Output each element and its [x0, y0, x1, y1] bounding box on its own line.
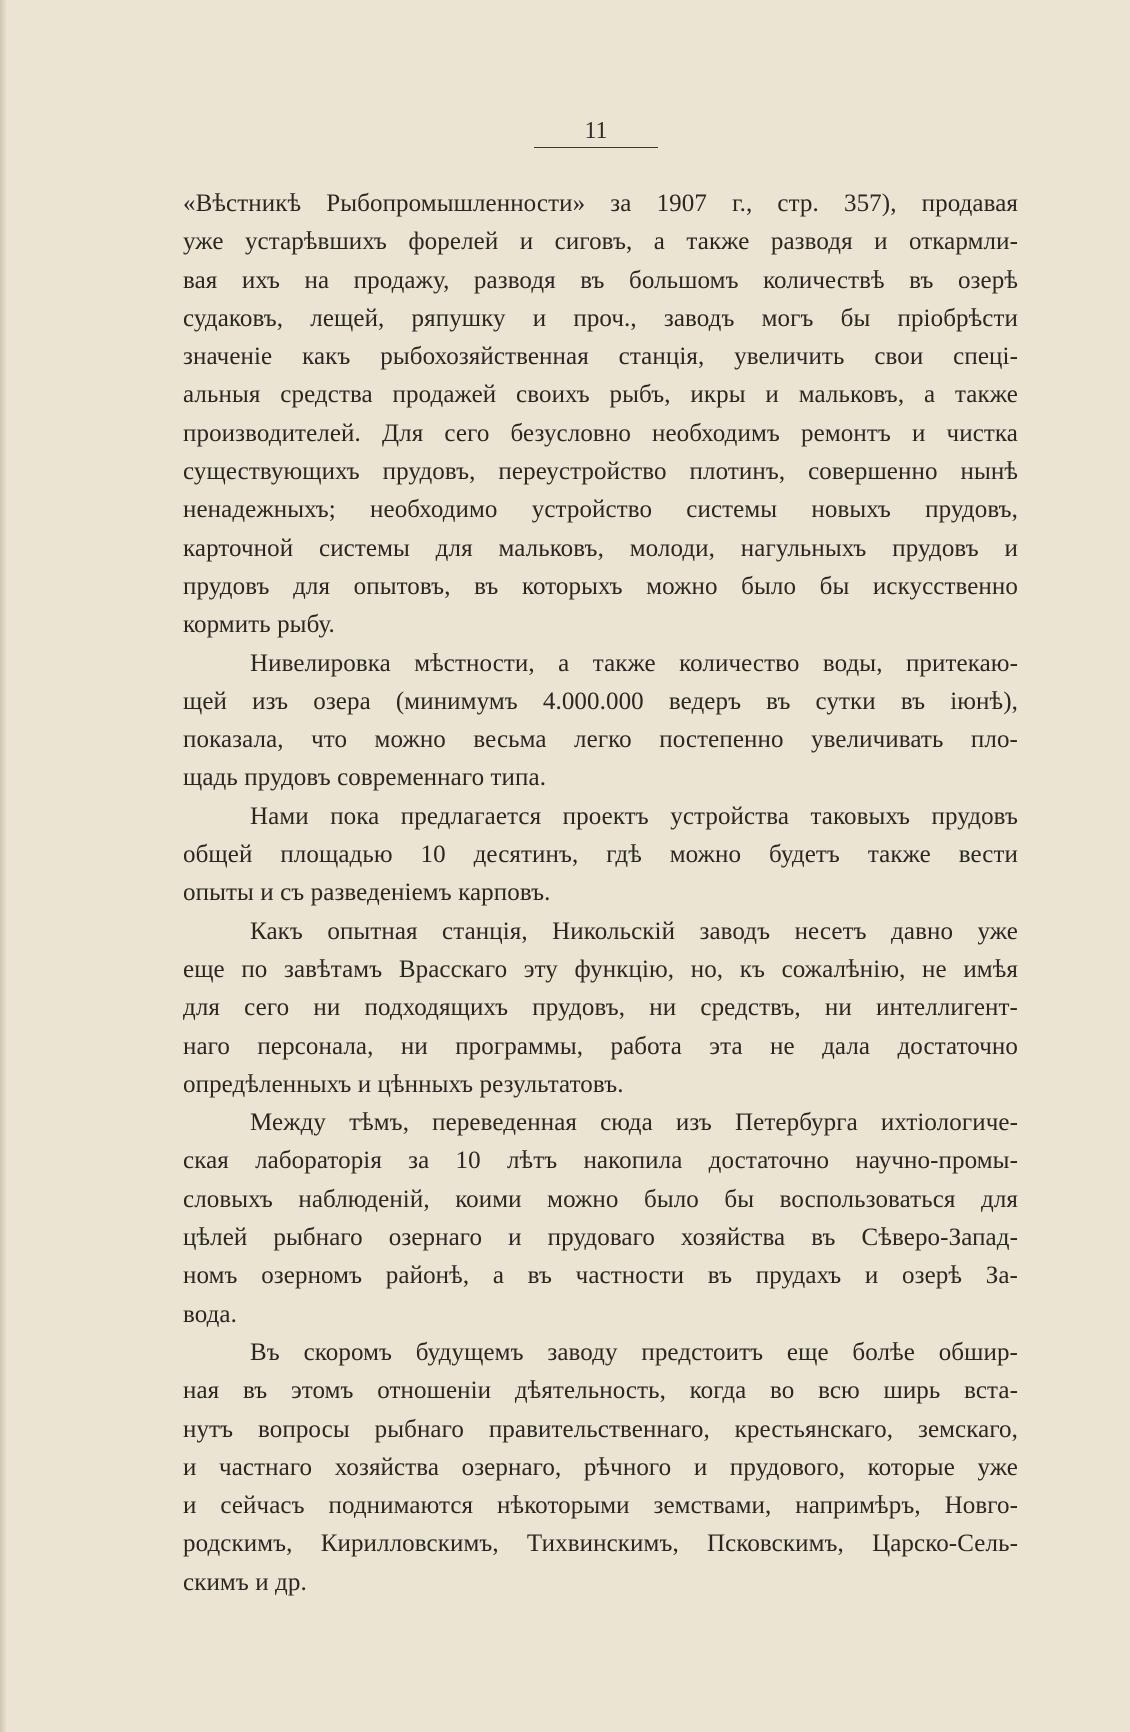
text-line: щадь прудовъ современнаго типа.	[183, 764, 547, 792]
text-line: наго персонала, ни программы, работа эта не дала достаточно	[183, 1032, 1018, 1060]
text-line: общей площадью 10 десятинъ, гдѣ можно будетъ также вести	[183, 841, 1018, 869]
text-line: «Вѣстникѣ Рыбопромышленности» за 1907 г., стр. 357), продавая	[183, 190, 1018, 217]
text-line: щей изъ озера (минимумъ 4.000.000 ведеръ въ сутки въ іюнѣ),	[183, 687, 1018, 715]
text-line: вода.	[183, 1300, 237, 1328]
text-line: цѣлей рыбнаго озернаго и прудоваго хозяйства въ Сѣверо-Запад-	[183, 1224, 1018, 1252]
text-line: существующихъ прудовъ, переустройство плотинъ, совершенно нынѣ	[183, 458, 1018, 486]
text-line: альныя средства продажей своихъ рыбъ, икры и мальковъ, а также	[183, 381, 1018, 409]
text-line: прудовъ для опытовъ, въ которыхъ можно было бы искусственно	[183, 572, 1018, 600]
text-line: производителей. Для сего безусловно необходимъ ремонтъ и чистка	[183, 419, 1018, 447]
text-line: и частнаго хозяйства озернаго, рѣчного и прудового, которые уже	[183, 1453, 1018, 1481]
page-left-edge	[0, 0, 6, 1732]
text-line: родскимъ, Кирилловскимъ, Тихвинскимъ, Псковскимъ, Царско-Сель-	[183, 1530, 1018, 1558]
text-line: опредѣленныхъ и цѣнныхъ результатовъ.	[183, 1070, 624, 1098]
paragraph-first-line: Нами пока предлагается проектъ устройства таковыхъ прудовъ	[250, 802, 1018, 830]
text-line: еще по завѣтамъ Врасскаго эту функцію, но, къ сожалѣнію, не имѣя	[183, 955, 1018, 983]
text-line: значеніе какъ рыбохозяйственная станція, увеличить свои спеці-	[183, 343, 1018, 371]
text-line: и сейчасъ поднимаются нѣкоторыми земствами, напримѣръ, Новго-	[183, 1492, 1018, 1520]
text-line: для сего ни подходящихъ прудовъ, ни средствъ, ни интеллигент-	[183, 994, 1018, 1022]
text-line: судаковъ, лещей, ряпушку и проч., заводъ могъ бы пріобрѣсти	[183, 304, 1018, 332]
text-line: ская лабораторія за 10 лѣтъ накопила достаточно научно-промы-	[183, 1147, 1018, 1175]
text-line: вая ихъ на продажу, разводя въ большомъ количествѣ въ озерѣ	[183, 266, 1018, 294]
text-line: словыхъ наблюденій, коими можно было бы воспользоваться для	[183, 1185, 1018, 1213]
text-line: ная въ этомъ отношеніи дѣятельность, когда во всю ширь вста-	[183, 1377, 1018, 1405]
text-line: уже устарѣвшихъ форелей и сиговъ, а также разводя и откармли-	[183, 228, 1018, 256]
page-number: 11	[584, 118, 608, 144]
page-number-rule	[534, 147, 658, 148]
text-line: карточной системы для мальковъ, молоди, нагульныхъ прудовъ и	[183, 534, 1018, 562]
text-line: нутъ вопросы рыбнаго правительственнаго, крестьянскаго, земскаго,	[183, 1415, 1018, 1443]
paragraph-first-line: Въ скоромъ будущемъ заводу предстоитъ еще болѣе обшир-	[250, 1338, 1018, 1366]
text-line: номъ озерномъ районѣ, а въ частности въ прудахъ и озерѣ За-	[183, 1262, 1018, 1290]
text-line: опыты и съ разведеніемъ карповъ.	[183, 879, 551, 907]
text-line: скимъ и др.	[183, 1568, 307, 1596]
text-line: ненадежныхъ; необходимо устройство системы новыхъ прудовъ,	[183, 496, 1018, 524]
paragraph-first-line: Между тѣмъ, переведенная сюда изъ Петербурга ихтіологиче-	[250, 1109, 1018, 1137]
text-line: показала, что можно весьма легко постепенно увеличивать пло-	[183, 726, 1018, 754]
paragraph-first-line: Нивелировка мѣстности, а также количество воды, притекаю-	[250, 649, 1018, 677]
text-line: кормить рыбу.	[183, 611, 335, 639]
body-text	[183, 185, 1018, 1602]
paragraph-first-line: Какъ опытная станція, Никольскій заводъ несетъ давно уже	[250, 917, 1018, 945]
